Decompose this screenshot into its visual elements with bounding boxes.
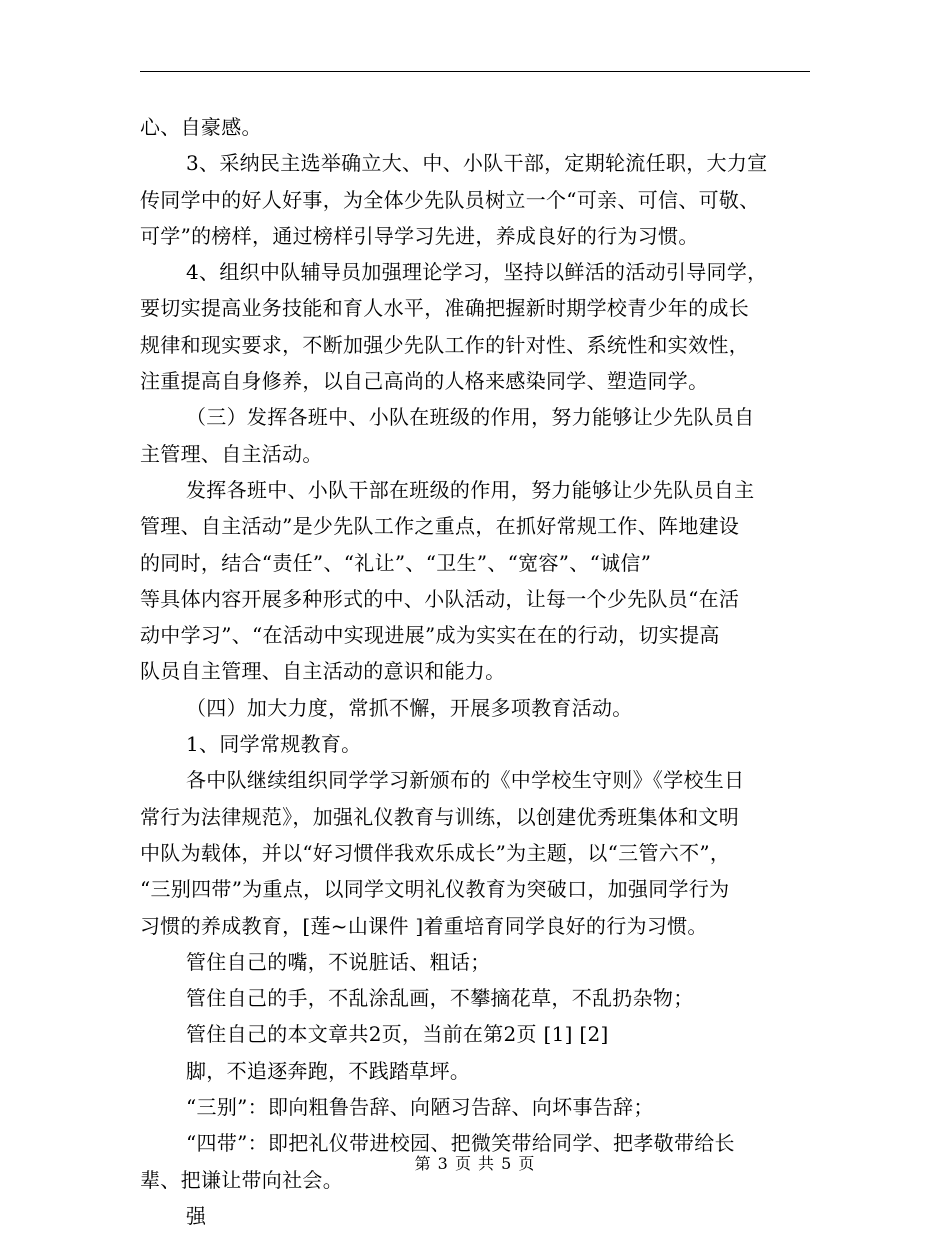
text-line: （四）加大力度，常抓不懈，开展多项教育活动。 [186, 695, 633, 720]
text-line: “四带”：即把礼仪带进校园、把微笑带给同学、把孝敬带给长 [186, 1131, 735, 1156]
text-line: 辈、把谦让带向社会。 [140, 1167, 343, 1192]
text-line: 管理、自主活动”是少先队工作之重点，在抓好常规工作、阵地建设 [140, 514, 740, 539]
document-body [140, 109, 820, 1234]
text-line: 规律和现实要求，不断加强少先队工作的针对性、系统性和实效性， [140, 332, 749, 357]
text-line: 可学”的榜样，通过榜样引导学习先进，养成良好的行为习惯。 [140, 223, 699, 248]
text-line: （三）发挥各班中、小队在班级的作用，努力能够让少先队员自 [186, 405, 755, 430]
text-line: 管住自己的嘴，不说脏话、粗话； [186, 949, 491, 974]
text-line: 的同时，结合“责任”、“礼让”、“卫生”、“宽容”、“诚信” [140, 550, 652, 575]
text-line: “三别四带”为重点，以同学文明礼仪教育为突破口，加强同学行为 [140, 877, 730, 902]
text-line: 主管理、自主活动。 [140, 441, 323, 466]
text-line: 脚，不追逐奔跑，不践踏草坪。 [186, 1058, 471, 1083]
text-line: 传同学中的好人好事，为全体少先队员树立一个“可亲、可信、可敬、 [140, 187, 760, 212]
text-line: 常行为法律规范》，加强礼仪教育与训练，以创建优秀班集体和文明 [140, 804, 739, 829]
text-line: 4、组织中队辅导员加强理论学习，坚持以鲜活的活动引导同学， [186, 260, 768, 285]
text-line: 心、自豪感。 [140, 115, 262, 139]
text-line: “三别”：即向粗鲁告辞、向陋习告辞、向坏事告辞； [186, 1095, 654, 1120]
text-line: 1、同学常规教育。 [186, 732, 362, 757]
text-line: 各中队继续组织同学学习新颁布的《中学校生守则》《学校生日 [186, 768, 745, 793]
text-line: 管住自己的本文章共2页，当前在第2页 [1] [2] [186, 1022, 609, 1047]
text-line: 强 [186, 1203, 207, 1228]
text-line: 注重提高自身修养，以自己高尚的人格来感染同学、塑造同学。 [140, 369, 709, 394]
text-line: 要切实提高业务技能和育人水平，准确把握新时期学校青少年的成长 [140, 296, 749, 321]
header-rule [140, 71, 810, 72]
page-footer: 第 3 页 共 5 页 [414, 1154, 536, 1173]
text-line: 等具体内容开展多种形式的中、小队活动，让每一个少先队员“在活 [140, 586, 740, 611]
text-line: 习惯的养成教育，[莲~山课件 ]着重培育同学良好的行为习惯。 [140, 913, 708, 938]
text-line: 中队为载体，并以“好习惯伴我欢乐成长”为主题，以“三管六不”， [140, 840, 731, 865]
text-line: 动中学习”、“在活动中实现进展”成为实实在在的行动，切实提高 [140, 623, 720, 648]
text-line: 队员自主管理、自主活动的意识和能力。 [140, 659, 506, 684]
text-line: 发挥各班中、小队干部在班级的作用，努力能够让少先队员自主 [186, 477, 755, 502]
text-line: 管住自己的手，不乱涂乱画，不攀摘花草，不乱扔杂物； [186, 986, 694, 1011]
text-line: 3、采纳民主选举确立大、中、小队干部，定期轮流任职，大力宣 [186, 151, 768, 176]
